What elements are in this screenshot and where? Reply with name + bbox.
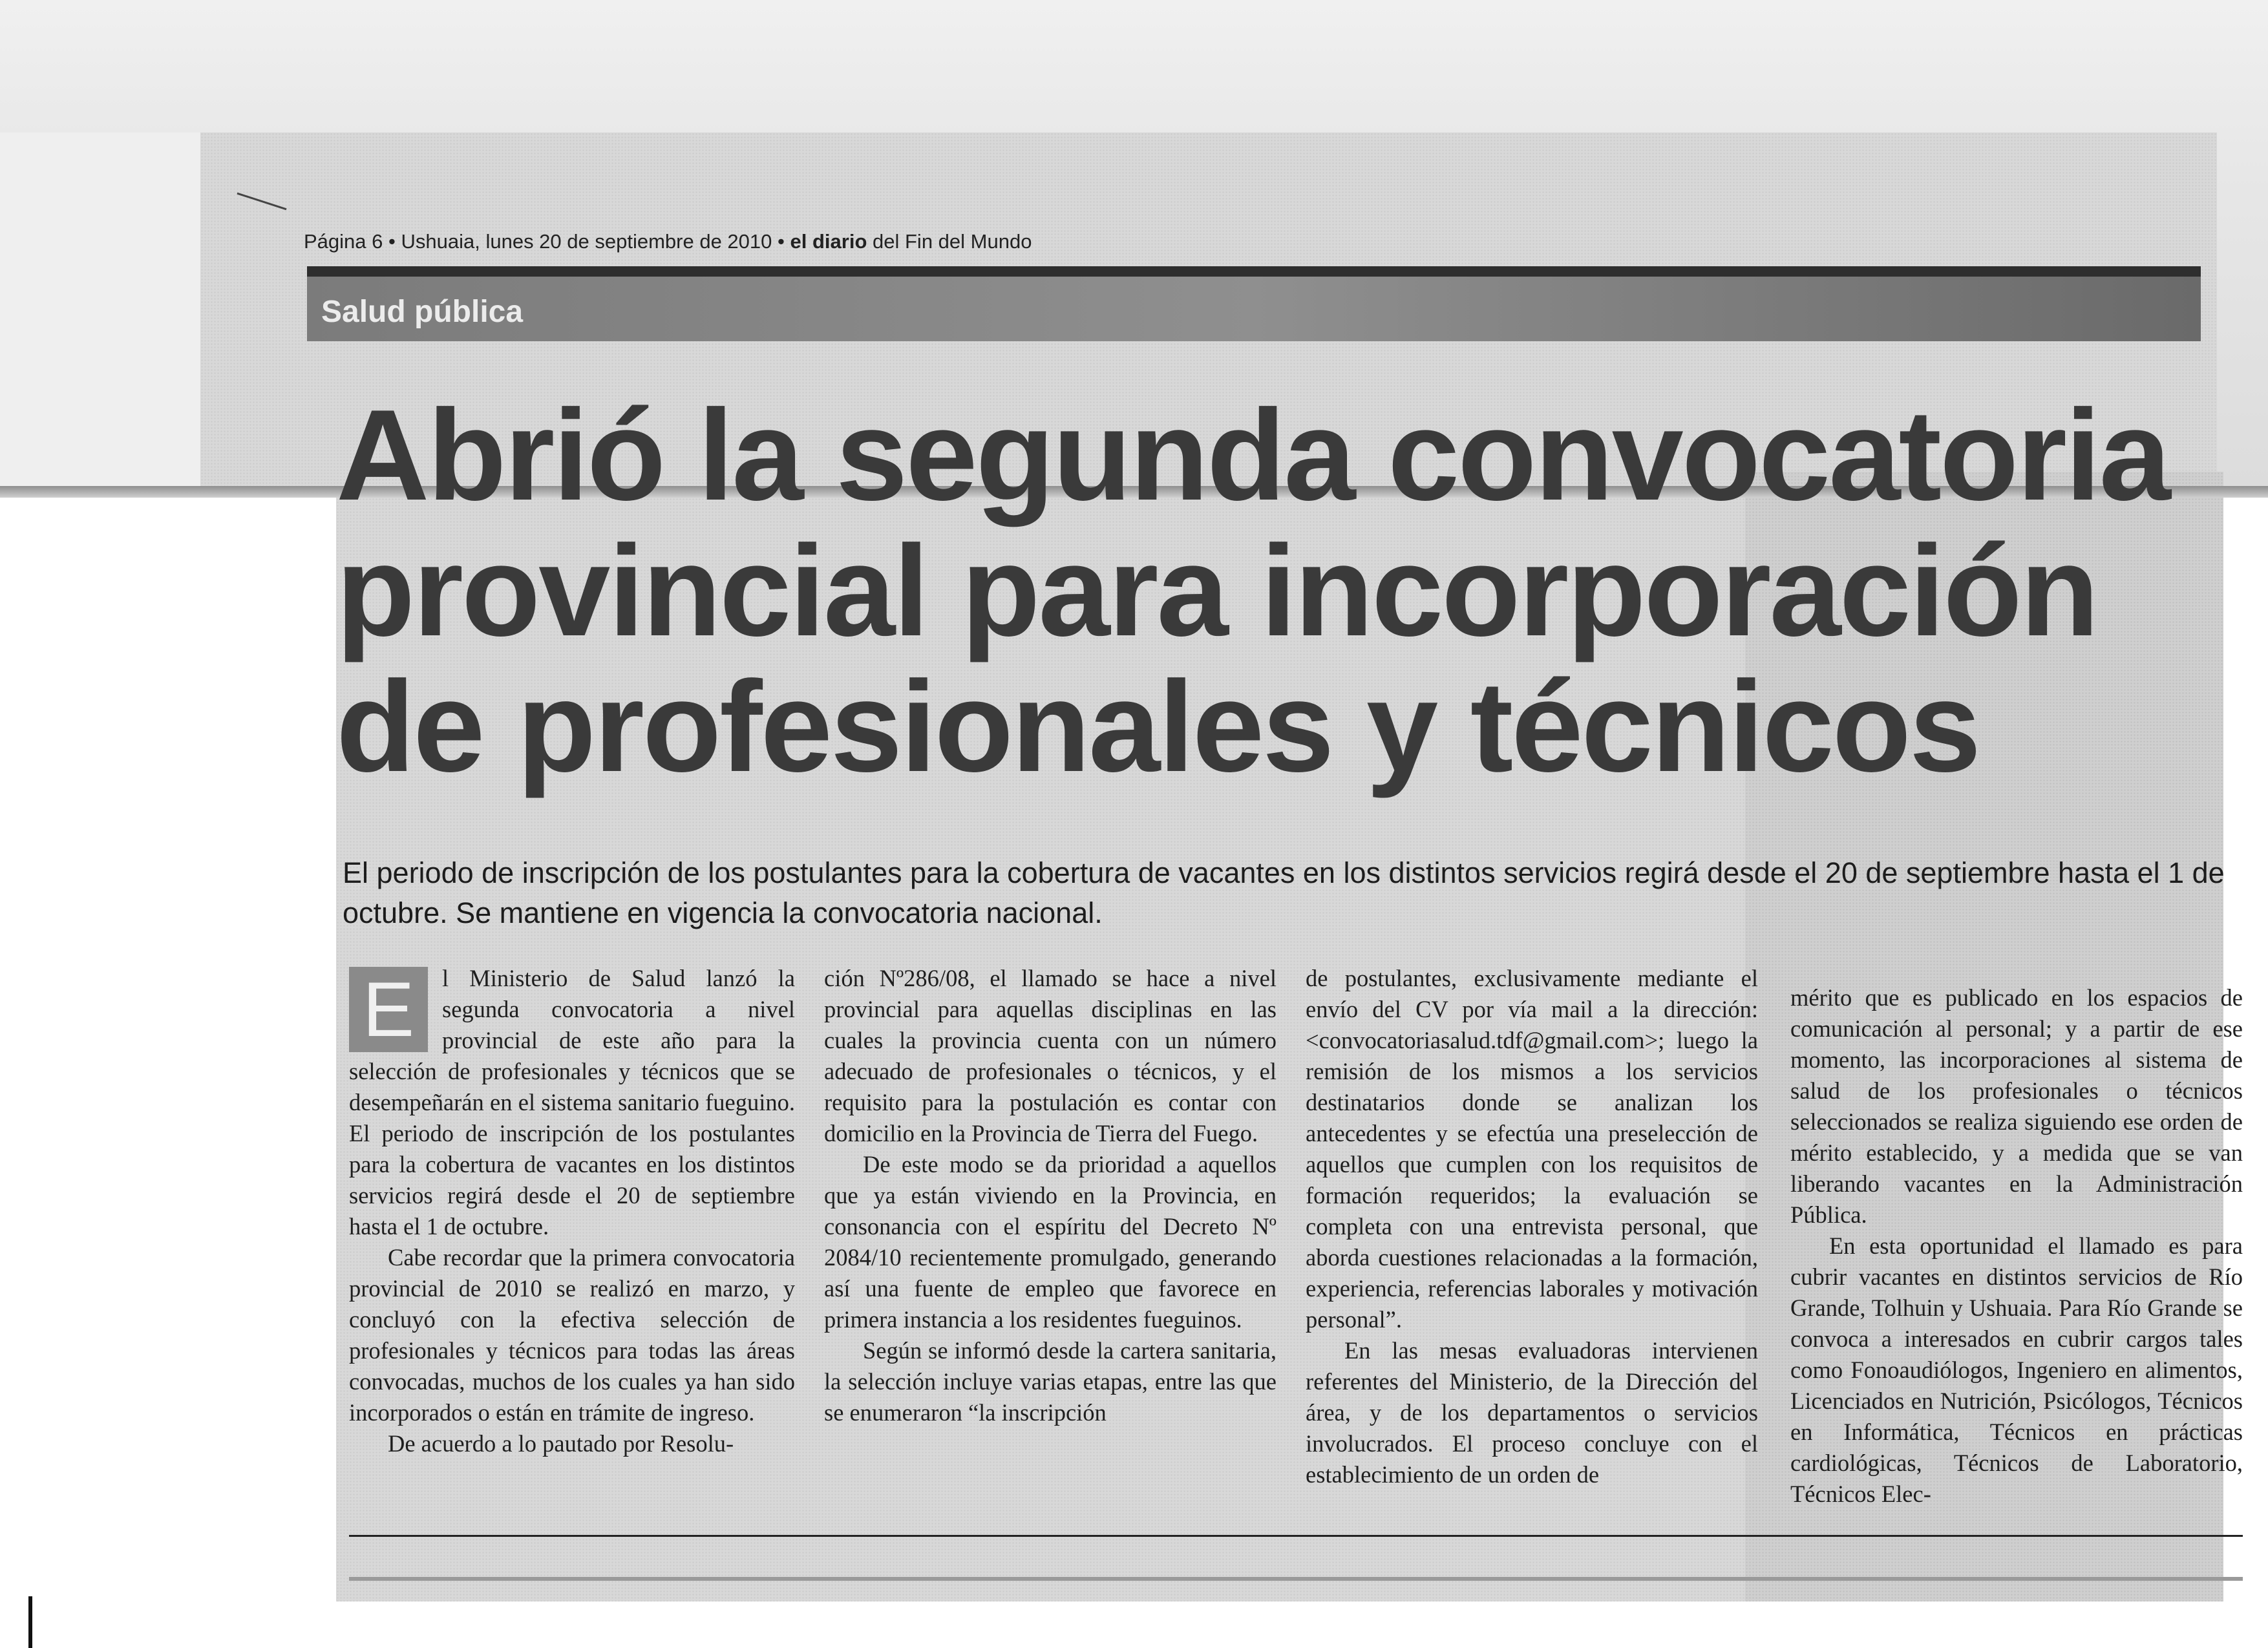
section-label: Salud pública [321,295,524,329]
paragraph: Cabe recordar que la primera convocatoria provincial de 2010 se realizó en marzo, y concluyó con la efectiva selección de profesionales y técnicos para todas las áreas convocadas, muchos de los cuales ya han sido incorporados o están en trámite de ingreso. [349,1244,795,1426]
paper-name-rest: del Fin del Mundo [873,230,1032,253]
article-column-1 [349,963,795,1459]
paper-name-bold: el diario [790,230,867,253]
paragraph: En esta oportunidad el llamado es para cubrir vacantes en distintos servicios de Río Grande, Tolhuin y Ushuaia. Para Río Grande se convoca a interesados en cubrir cargos tales como Fonoaudiólogos, Ingeniero en alimentos, Licenciados en Nutrición, Psicólogos, Técnicos en Informática, Técnicos en prácticas cardiológicas, Técnicos de Laboratorio, Técnicos Elec- [1790,1232,2243,1507]
scan-margin-lower [0,498,336,1648]
paragraph: En las mesas evaluadoras intervienen referentes del Ministerio, de la Dirección del área, y de los departamentos o servicios involucrados. El proceso concluye con el establecimiento de un orden de [1306,1337,1758,1488]
headline-line: provincial para incorporación [336,519,2097,663]
scan-edge-mark [28,1596,32,1648]
scan-margin [0,132,200,488]
headline-line: de profesionales y técnicos [336,655,1980,799]
paragraph: mérito que es publicado en los espacios de comunicación al personal; y a partir de ese momento, las incorporaciones al sistema de salud de los profesionales o técnicos seleccionados se realiza siguiendo ese orden de mérito establecido, y a medida que se van liberando vacantes en la Administración Pública. [1790,984,2243,1228]
paragraph: de postulantes, exclusivamente mediante el envío del CV por vía mail a la dirección: <convocatoriasalud.tdf@gmail.com>; luego la remisión de los mismos a los servicios destinatarios donde se analizan los antecedentes y se efectúa una preselección de aquellos que cumplen con los requisitos de formación requeridos; la evaluación se completa con una entrevista personal, que aborda cuestiones relacionadas a la formación, experiencia, referencias laborales y motivación personal”. [1306,965,1758,1333]
article-subhead: El periodo de inscripción de los postulantes para la cobertura de vacantes en los distintos servicios regirá desde el 20 de septiembre hasta el 1 de octubre. Se mantiene en vigencia la convocatoria nacional. [343,856,2225,929]
page-number: Página 6 [304,230,383,253]
drop-cap: E [349,967,428,1052]
section-band [307,277,2201,341]
section-rule [307,266,2201,277]
scan-margin-bottom [0,1601,2268,1648]
article-headline [336,383,2169,799]
paragraph: l Ministerio de Salud lanzó la segunda convocatoria a nivel provincial de este año para la selección de profesionales y técnicos que se desempeñarán en el sistema sanitario fueguino. El periodo de inscripción de los postulantes para la cobertura de vacantes en los distintos servicios regirá desde el 20 de septiembre hasta el 1 de octubre. [349,965,795,1240]
paragraph: De acuerdo a lo pautado por Resolu- [388,1430,734,1457]
place-date: Ushuaia, lunes 20 de septiembre de 2010 [401,230,772,253]
article-column-4 [1790,982,2243,1510]
article-column-2 [824,963,1277,1428]
separator: • [778,230,785,253]
paragraph: De este modo se da prioridad a aquellos que ya están viviendo en la Provincia, en consonancia con el espíritu del Decreto Nº 2084/10 recientemente promulgado, generando así una fuente de empleo que favorece en primera instancia a los residentes fueguinos. [824,1151,1277,1333]
article-column-3 [1306,963,1758,1490]
bottom-rule-shadow [349,1577,2243,1581]
headline-line: Abrió la segunda convocatoria [336,383,2169,527]
bottom-rule [349,1535,2243,1537]
paragraph: ción Nº286/08, el llamado se hace a nivel provincial para aquellas disciplinas en las cuales la provincia cuenta con un número adecuado de profesionales o técnicos, y el requisito para la postulación es contar con domicilio en la Provincia de Tierra del Fuego. [824,965,1277,1146]
page-header [304,230,1032,253]
separator: • [388,230,396,253]
paragraph: Según se informó desde la cartera sanitaria, la selección incluye varias etapas, entre las que se enumeraron “la inscripción [824,1337,1277,1426]
